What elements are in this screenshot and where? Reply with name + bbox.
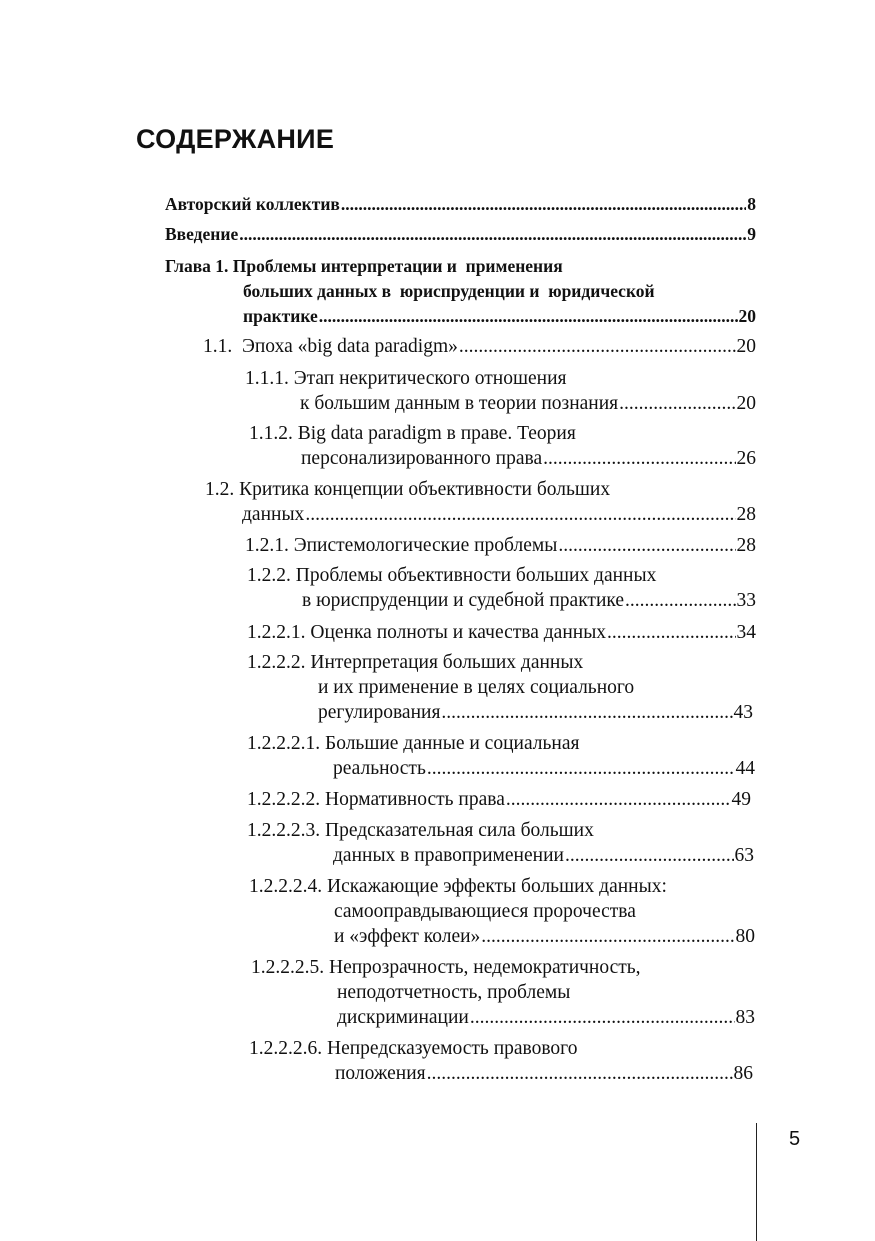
toc-entry-label: 1.2.2.2.1. Большие данные и социальная	[247, 733, 580, 754]
toc-page-number: 28	[736, 535, 756, 556]
toc-entry-label: больших данных в юриспруденции и юридической	[243, 281, 655, 301]
toc-entry-label: положения	[335, 1063, 426, 1084]
margin-rule	[756, 1123, 757, 1241]
toc-entry-label: 1.1. Эпоха «big data paradigm»	[203, 336, 458, 357]
toc-entry-1-1-2[interactable]	[249, 421, 756, 471]
toc-entry-1-1-1[interactable]	[245, 366, 756, 416]
toc-entry-1-2-2-2-3[interactable]	[247, 818, 754, 868]
toc-entry-label: Введение	[165, 224, 239, 244]
toc-page-number: 20	[736, 393, 756, 414]
toc-entry-1-2-2-2-4[interactable]	[249, 874, 755, 949]
toc-entry-label: и их применение в целях социального	[318, 677, 635, 698]
page-number: 5	[789, 1128, 801, 1150]
toc-page-number: 43	[733, 702, 753, 723]
toc-entry-label: реальность	[333, 758, 426, 779]
toc-entry-label: Глава 1. Проблемы интерпретации и применения	[165, 256, 563, 276]
toc-page-number: 20	[738, 306, 756, 326]
toc-page-number: 33	[736, 590, 756, 611]
toc-page-number: 86	[733, 1063, 753, 1084]
toc-entry-label: 1.2.2.2.6. Непредсказуемость правового	[249, 1038, 578, 1059]
toc-page-number: 9	[747, 224, 756, 244]
toc-entry-label: практике	[243, 306, 318, 326]
toc-entry-chapter-1[interactable]	[165, 254, 756, 329]
toc-entry-label: и «эффект колеи»	[334, 926, 481, 947]
toc-entry-1-2-1[interactable]	[245, 533, 756, 558]
toc-page-number: 20	[736, 336, 756, 357]
toc-entry-1-2-2-1[interactable]	[247, 620, 756, 645]
toc-entry-1-2-2-2-5[interactable]	[251, 955, 755, 1030]
toc-page-number: 44	[735, 758, 755, 779]
toc-page-number: 80	[735, 926, 755, 947]
toc-page-number: 28	[736, 504, 756, 525]
toc-entry-label: 1.2.2.2.4. Искажающие эффекты больших данных:	[249, 876, 667, 897]
toc-entry-1-2-2-2-1[interactable]	[247, 731, 755, 781]
toc-entry-1-1[interactable]	[203, 334, 756, 359]
toc-entry-label: данных в правоприменении	[333, 845, 564, 866]
toc-entry-label: 1.2.2.2. Интерпретация больших данных	[247, 652, 584, 673]
toc-entry-authors[interactable]	[165, 192, 756, 217]
toc-entry-label: к большим данным в теории познания	[300, 393, 619, 414]
toc-entry-1-2-2[interactable]	[247, 563, 756, 613]
toc-page-number: 26	[736, 448, 756, 469]
toc-entry-1-2-2-2-2[interactable]	[247, 787, 751, 812]
toc-entry-label: регулирования	[318, 702, 441, 723]
toc-entry-1-2-2-2-6[interactable]	[249, 1036, 753, 1086]
page-title: СОДЕРЖАНИЕ	[136, 124, 335, 154]
toc-entry-1-2[interactable]	[205, 477, 756, 527]
toc-page-number: 63	[734, 845, 754, 866]
toc-entry-label: 1.2.2.1. Оценка полноты и качества данных	[247, 622, 607, 643]
toc-entry-label: персонализированного права	[301, 448, 543, 469]
toc-entry-label: в юриспруденции и судебной практике	[302, 590, 625, 611]
toc-entry-1-2-2-2[interactable]	[247, 650, 753, 725]
toc-entry-label: 1.2. Критика концепции объективности больших	[205, 479, 611, 500]
toc-entry-label: самооправдывающиеся пророчества	[334, 901, 636, 922]
toc-entry-intro[interactable]	[165, 222, 756, 247]
toc-entry-label: 1.2.2.2.2. Нормативность права	[247, 789, 505, 810]
toc-entry-label: данных	[242, 504, 305, 525]
toc-entry-label: 1.2.2.2.5. Непрозрачность, недемократичность,	[251, 957, 641, 978]
toc-page-number: 83	[735, 1007, 755, 1028]
toc-entry-label: Авторский коллектив	[165, 194, 340, 214]
toc-entry-label: 1.2.2. Проблемы объективности больших данных	[247, 565, 657, 586]
toc-entry-label: дискриминации	[337, 1007, 469, 1028]
toc-entry-label: 1.2.2.2.3. Предсказательная сила больших	[247, 820, 594, 841]
toc-entry-label: неподотчетность, проблемы	[337, 982, 571, 1003]
toc-entry-label: 1.1.1. Этап некритического отношения	[245, 368, 567, 389]
toc-page-number: 8	[747, 194, 756, 214]
toc-page-number: 49	[731, 789, 751, 810]
toc-page-number: 34	[736, 622, 756, 643]
toc-entry-label: 1.2.1. Эпистемологические проблемы	[245, 535, 558, 556]
toc-entry-label: 1.1.2. Big data paradigm в праве. Теория	[249, 423, 576, 444]
